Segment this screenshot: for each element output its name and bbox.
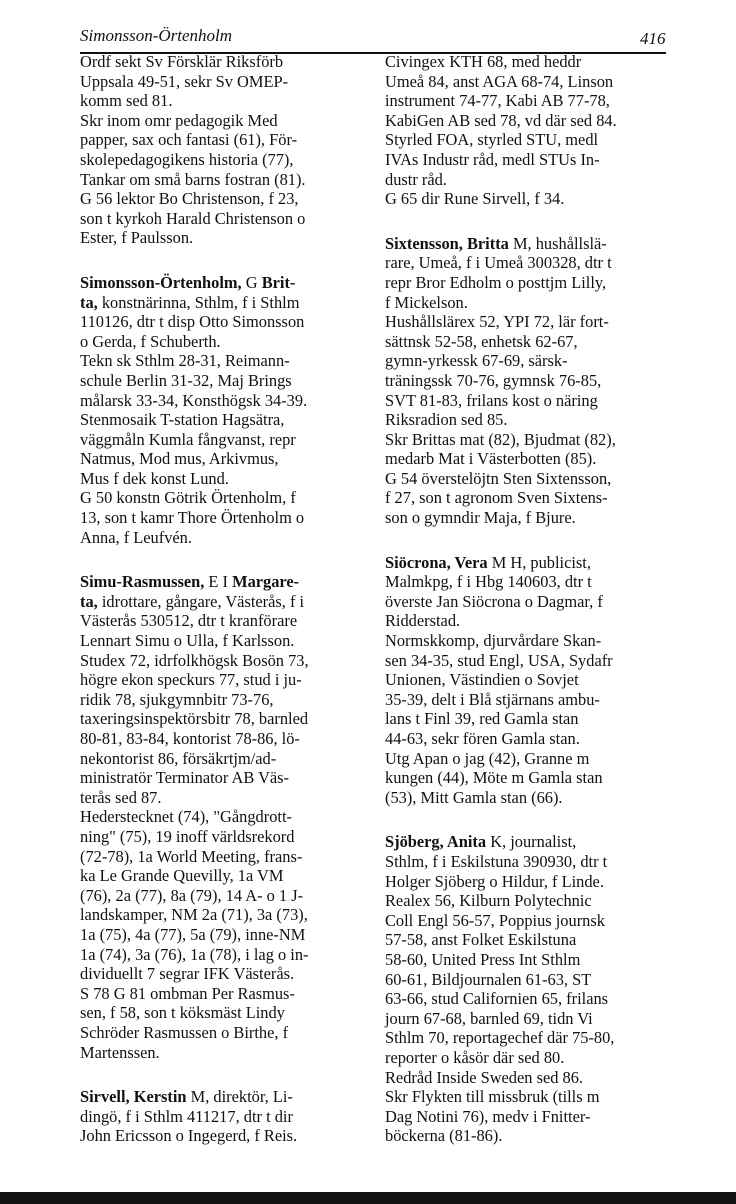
entry-text: 35-39, delt i Blå stjärnans ambu-	[385, 689, 600, 709]
entry-line	[385, 449, 677, 469]
entry-text: instrument 74-77, Kabi AB 77-78,	[385, 91, 610, 111]
entry-line	[80, 111, 372, 131]
entry-text: Coll Engl 56-57, Poppius journsk	[385, 910, 605, 930]
entry-text: (53), Mitt Gamla stan (66).	[385, 787, 563, 807]
entry-line	[385, 709, 677, 729]
biography-entry	[80, 572, 372, 1062]
entry-text: reporter o kåsör där sed 80.	[385, 1047, 565, 1067]
entry-text: f 27, son t agronom Sven Sixtens-	[385, 488, 608, 508]
entry-line	[80, 391, 372, 411]
entry-line	[80, 1023, 372, 1043]
entry-text: 1a (75), 4a (77), 5a (79), inne-NM	[80, 924, 306, 944]
entry-text: Umeå 84, anst AGA 68-74, Linson	[385, 71, 614, 91]
running-head: Simonsson-Örtenholm	[80, 26, 233, 45]
entry-line	[80, 651, 372, 671]
entry-text: f Mickelson.	[385, 292, 468, 312]
entry-text: ka Le Grande Quevilly, 1a VM	[80, 866, 284, 886]
entry-line	[385, 508, 677, 528]
entry-text: målarsk 33-34, Konsthögsk 34-39.	[80, 390, 308, 410]
entry-text: böckerna (81-86).	[385, 1126, 503, 1146]
entry-text: sen, f 58, son t köksmäst Lindy	[80, 1003, 285, 1023]
entry-line	[385, 469, 677, 489]
entry-text: son t kyrkoh Harald Christenson o	[80, 208, 306, 228]
entry-text: (76), 2a (77), 8a (79), 14 A- o 1 J-	[80, 885, 304, 905]
entry-text: G 54 överstelöjtn Sten Sixtensson,	[385, 468, 612, 488]
entry-line	[80, 209, 372, 229]
entry-line	[385, 852, 677, 872]
entry-line	[385, 729, 677, 749]
entry-text: Tekn sk Sthlm 28-31, Reimann-	[80, 351, 290, 371]
entry-line	[80, 430, 372, 450]
entry-text: son o gymndir Maja, f Bjure.	[385, 508, 576, 528]
biography-entry	[385, 52, 677, 209]
entry-text: G 50 konstn Götrik Örtenholm, f	[80, 488, 296, 508]
entry-text: Sthlm 70, reportagechef där 75-80,	[385, 1028, 615, 1048]
entry-text: SVT 81-83, frilans kost o näring	[385, 390, 598, 410]
entry-name: Margare-	[232, 572, 300, 592]
entry-line	[385, 150, 677, 170]
entry-line	[80, 749, 372, 769]
entry-line	[385, 312, 677, 332]
entry-line	[80, 130, 372, 150]
entry-line	[385, 111, 677, 131]
entry-line	[80, 528, 372, 548]
entry-line	[385, 1126, 677, 1146]
entry-text: ridik 78, sjukgymnbitr 73-76,	[80, 689, 274, 709]
entry-line	[385, 572, 677, 592]
entry-line	[80, 1107, 372, 1127]
entry-line	[80, 371, 372, 391]
entry-line	[80, 1043, 372, 1063]
entry-text: schule Berlin 31-32, Maj Brings	[80, 370, 292, 390]
entry-line	[80, 52, 372, 72]
entry-line	[385, 891, 677, 911]
entry-line	[80, 886, 372, 906]
entry-text: nekontorist 86, försäkrtjm/ad-	[80, 748, 277, 768]
entry-line	[80, 729, 372, 749]
entry-line	[80, 768, 372, 788]
biography-entry	[385, 234, 677, 528]
entry-text: komm sed 81.	[80, 91, 173, 111]
bottom-edge-bar	[0, 1192, 736, 1204]
entry-line	[385, 170, 677, 190]
entry-text: lans t Finl 39, red Gamla stan	[385, 709, 579, 729]
entry-line	[385, 651, 677, 671]
entry-line	[385, 950, 677, 970]
entry-line	[80, 807, 372, 827]
entry-line	[385, 631, 677, 651]
entry-line	[385, 234, 677, 254]
entry-text: IVAs Industr råd, medl STUs In-	[385, 149, 600, 169]
entry-line	[385, 930, 677, 950]
biography-entry	[80, 52, 372, 248]
entry-line	[385, 690, 677, 710]
entry-text: ministratör Terminator AB Väs-	[80, 768, 290, 788]
entry-line	[80, 170, 372, 190]
entry-line	[80, 312, 372, 332]
entry-text: gymn-yrkessk 67-69, särsk-	[385, 351, 568, 371]
entry-line	[385, 72, 677, 92]
entry-line	[385, 1107, 677, 1127]
right-column	[385, 52, 677, 1171]
entry-line	[385, 410, 677, 430]
entry-text: Holger Sjöberg o Hildur, f Linde.	[385, 871, 604, 891]
entry-line	[385, 1048, 677, 1068]
biography-entry	[385, 832, 677, 1146]
entry-text: Lennart Simu o Ulla, f Karlsson.	[80, 631, 295, 651]
entry-line	[385, 189, 677, 209]
entry-text: Ridderstad.	[385, 611, 461, 631]
entry-line	[80, 293, 372, 313]
entry-text: Unionen, Västindien o Sovjet	[385, 670, 579, 690]
entry-name: Sixtensson, Britta	[385, 233, 509, 253]
entry-name: Sirvell, Kerstin	[80, 1087, 187, 1107]
entry-text: M H, publicist,	[487, 552, 591, 572]
entry-text: John Ericsson o Ingegerd, f Reis.	[80, 1126, 298, 1146]
entry-line	[80, 273, 372, 293]
entry-text: repr Bror Edholm o posttjm Lilly,	[385, 272, 607, 292]
entry-text: dingö, f i Sthlm 411217, dtr t dir	[80, 1106, 293, 1126]
entry-text: 13, son t kamr Thore Örtenholm o	[80, 508, 305, 528]
entry-text: Ester, f Paulsson.	[80, 228, 194, 248]
entry-text: terås sed 87.	[80, 787, 162, 807]
entry-text: dividuellt 7 segrar IFK Västerås.	[80, 964, 295, 984]
entry-text: Hederstecknet (74), "Gångdrott-	[80, 807, 292, 827]
entry-text: idrottare, gångare, Västerås, f i	[97, 591, 305, 611]
entry-text: E I	[204, 572, 233, 592]
entry-text: överste Jan Siöcrona o Dagmar, f	[385, 591, 603, 611]
entry-line	[385, 332, 677, 352]
entry-line	[385, 911, 677, 931]
entry-line	[80, 91, 372, 111]
entry-line	[385, 1028, 677, 1048]
entry-text: G 56 lektor Bo Christenson, f 23,	[80, 189, 299, 209]
entry-line	[80, 508, 372, 528]
entry-text: Tankar om små barns fostran (81).	[80, 169, 306, 189]
entry-text: Mus f dek konst Lund.	[80, 468, 229, 488]
entry-text: journ 67-68, barnled 69, tidn Vi	[385, 1008, 593, 1028]
entry-name: Siöcrona, Vera	[385, 552, 488, 572]
entry-text: 63-66, stud Californien 65, frilans	[385, 989, 609, 1009]
entry-line	[385, 391, 677, 411]
entry-name: Simu-Rasmussen,	[80, 572, 205, 592]
entry-text: Riksradion sed 85.	[385, 410, 508, 430]
entry-text: Martenssen.	[80, 1042, 160, 1062]
entry-line	[80, 984, 372, 1004]
entry-text: Redråd Inside Sweden sed 86.	[385, 1067, 584, 1087]
entry-line	[80, 72, 372, 92]
left-column	[80, 52, 372, 1171]
entry-text: skolepedagogikens historia (77),	[80, 149, 294, 169]
entry-line	[80, 1126, 372, 1146]
entry-text: G	[241, 272, 262, 292]
biography-entry	[385, 553, 677, 808]
entry-line	[80, 572, 372, 592]
entry-line	[80, 228, 372, 248]
entry-text: medarb Mat i Västerbotten (85).	[385, 449, 597, 469]
entry-line	[80, 611, 372, 631]
entry-line	[80, 1087, 372, 1107]
entry-text: Utg Apan o jag (42), Granne m	[385, 748, 590, 768]
biography-entry	[80, 1087, 372, 1146]
entry-line	[80, 905, 372, 925]
page-number: 416	[640, 29, 666, 48]
entry-line	[385, 553, 677, 573]
entry-line	[385, 430, 677, 450]
entry-text: Skr inom omr pedagogik Med	[80, 110, 278, 130]
entry-text: 57-58, anst Folket Eskilstuna	[385, 930, 577, 950]
entry-line	[385, 872, 677, 892]
entry-text: G 65 dir Rune Sirvell, f 34.	[385, 189, 565, 209]
entry-text: Realex 56, Kilburn Polytechnic	[385, 891, 592, 911]
entry-text: konstnärinna, Sthlm, f i Sthlm	[97, 292, 300, 312]
entry-text: Skr Brittas mat (82), Bjudmat (82),	[385, 429, 616, 449]
entry-line	[385, 273, 677, 293]
entry-name: Simonsson-Örtenholm,	[80, 272, 242, 292]
entry-line	[385, 749, 677, 769]
entry-line	[80, 827, 372, 847]
entry-line	[385, 253, 677, 273]
entry-text: Sthlm, f i Eskilstuna 390930, dtr t	[385, 851, 608, 871]
entry-line	[385, 293, 677, 313]
entry-text: M, direktör, Li-	[186, 1087, 293, 1107]
entry-text: 110126, dtr t disp Otto Simonsson	[80, 312, 305, 332]
entry-text: sen 34-35, stud Engl, USA, Sydafr	[385, 650, 613, 670]
entry-text: Stenmosaik T-station Hagsätra,	[80, 410, 285, 430]
entry-name: ta,	[80, 292, 98, 312]
entry-line	[385, 970, 677, 990]
entry-name: Brit-	[261, 272, 296, 292]
entry-line	[80, 351, 372, 371]
entry-line	[385, 1009, 677, 1029]
entry-text: landskamper, NM 2a (71), 3a (73),	[80, 905, 308, 925]
entry-text: Schröder Rasmussen o Birthe, f	[80, 1022, 289, 1042]
entry-line	[80, 592, 372, 612]
entry-line	[80, 469, 372, 489]
entry-text: Styrled FOA, styrled STU, medl	[385, 130, 599, 150]
entry-line	[385, 91, 677, 111]
entry-line	[385, 1068, 677, 1088]
entry-text: kungen (44), Möte m Gamla stan	[385, 768, 603, 788]
entry-line	[80, 847, 372, 867]
entry-line	[80, 332, 372, 352]
entry-line	[385, 351, 677, 371]
entry-line	[80, 709, 372, 729]
entry-line	[80, 925, 372, 945]
entry-name: Sjöberg, Anita	[385, 832, 487, 852]
entry-line	[385, 611, 677, 631]
entry-line	[80, 945, 372, 965]
entry-text: sättnsk 52-58, enhetsk 62-67,	[385, 331, 578, 351]
entry-text: 80-81, 83-84, kontorist 78-86, lö-	[80, 729, 300, 748]
entry-text: 58-60, United Press Int Sthlm	[385, 949, 581, 969]
entry-text: träningssk 70-76, gymnsk 76-85,	[385, 370, 602, 390]
entry-text: Ordf sekt Sv Försklär Riksförb	[80, 52, 284, 71]
entry-line	[385, 52, 677, 72]
entry-line	[385, 670, 677, 690]
entry-line	[385, 371, 677, 391]
entry-text: ning" (75), 19 inoff världsrekord	[80, 826, 295, 846]
entry-text: Anna, f Leufvén.	[80, 527, 192, 547]
entry-line	[80, 488, 372, 508]
entry-text: Studex 72, idrfolkhögsk Bosön 73,	[80, 650, 309, 670]
entry-line	[80, 1003, 372, 1023]
entry-text: Hushållslärex 52, YPI 72, lär fort-	[385, 312, 609, 332]
entry-text: rare, Umeå, f i Umeå 300328, dtr t	[385, 253, 612, 273]
entry-line	[385, 989, 677, 1009]
entry-text: 44-63, sekr fören Gamla stan.	[385, 729, 580, 748]
entry-line	[385, 768, 677, 788]
entry-text: taxeringsinspektörsbitr 78, barnled	[80, 709, 309, 729]
entry-line	[80, 788, 372, 808]
entry-line	[80, 866, 372, 886]
entry-text: väggmåln Kumla fångvanst, repr	[80, 429, 296, 449]
entry-line	[385, 1087, 677, 1107]
entry-text: papper, sax och fantasi (61), För-	[80, 130, 298, 150]
entry-text: Natmus, Mod mus, Arkivmus,	[80, 449, 279, 469]
entry-text: K, journalist,	[486, 832, 577, 852]
entry-line	[385, 788, 677, 808]
entry-text: 60-61, Bildjournalen 61-63, ST	[385, 969, 592, 989]
entry-text: Civingex KTH 68, med heddr	[385, 52, 582, 71]
entry-line	[80, 410, 372, 430]
entry-text: Dag Notini 76), medv i Fnitter-	[385, 1106, 591, 1126]
entry-line	[80, 150, 372, 170]
entry-line	[385, 592, 677, 612]
entry-text: M, hushållslä-	[508, 233, 607, 253]
entry-line	[385, 488, 677, 508]
entry-line	[80, 449, 372, 469]
entry-name: ta,	[80, 591, 98, 611]
entry-text: Uppsala 49-51, sekr Sv OMEP-	[80, 71, 289, 91]
entry-line	[80, 670, 372, 690]
entry-text: Normskkomp, djurvårdare Skan-	[385, 631, 602, 651]
entry-text: (72-78), 1a World Meeting, frans-	[80, 846, 303, 866]
entry-text: högre ekon speckurs 77, stud i ju-	[80, 670, 302, 690]
entry-line	[80, 189, 372, 209]
entry-text: KabiGen AB sed 78, vd där sed 84.	[385, 110, 617, 130]
entry-text: o Gerda, f Schuberth.	[80, 331, 221, 351]
entry-line	[80, 690, 372, 710]
entry-line	[80, 631, 372, 651]
entry-text: dustr råd.	[385, 169, 447, 189]
entry-text: Västerås 530512, dtr t kranförare	[80, 611, 298, 631]
entry-text: S 78 G 81 ombman Per Rasmus-	[80, 983, 295, 1003]
biography-entry	[80, 273, 372, 547]
entry-text: Skr Flykten till missbruk (tills m	[385, 1087, 600, 1107]
entry-line	[385, 832, 677, 852]
entry-text: Malmkpg, f i Hbg 140603, dtr t	[385, 572, 592, 592]
entry-text: 1a (74), 3a (76), 1a (78), i lag o in-	[80, 944, 309, 964]
entry-line	[385, 130, 677, 150]
entry-line	[80, 964, 372, 984]
